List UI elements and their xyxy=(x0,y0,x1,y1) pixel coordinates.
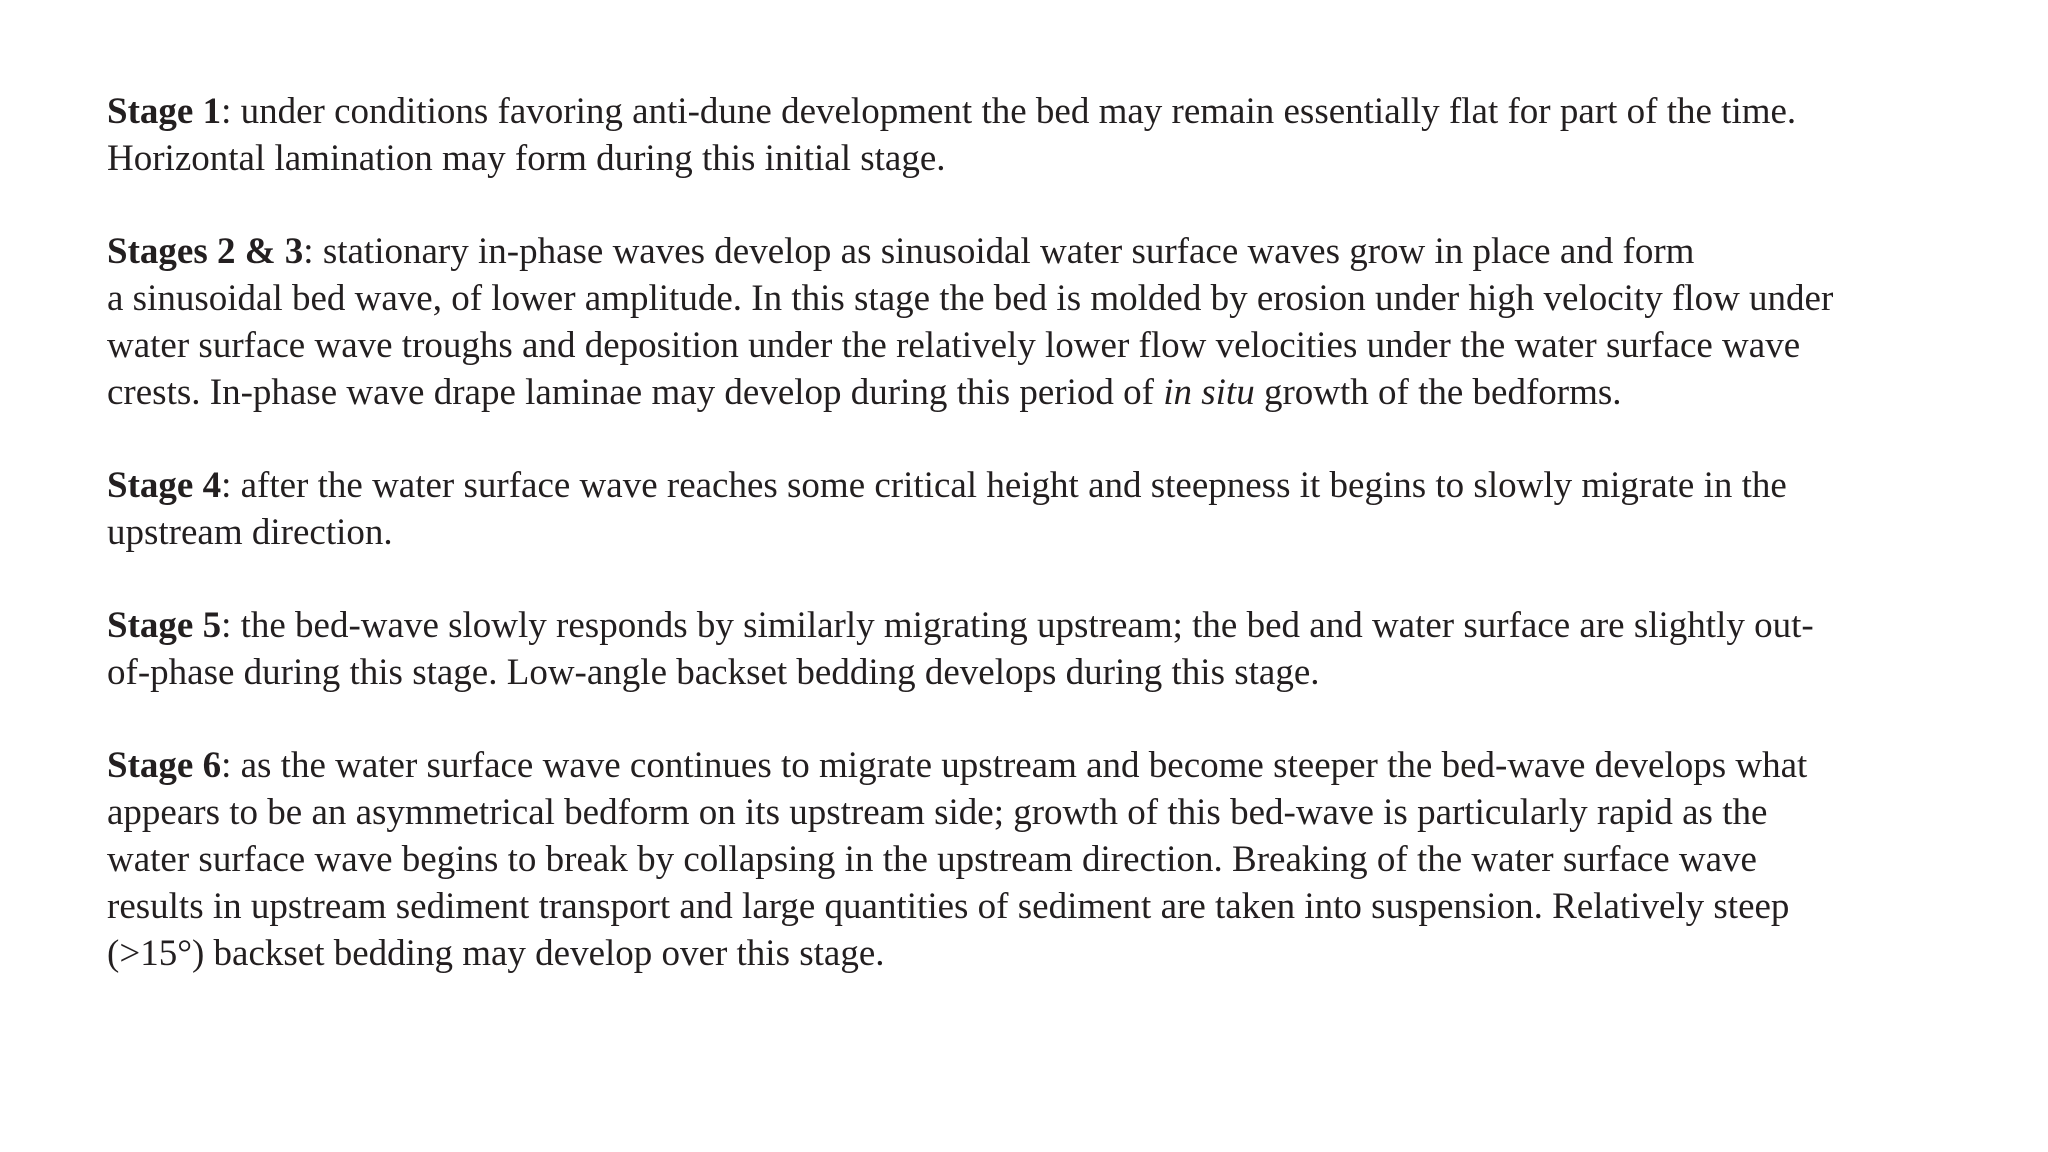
text-line xyxy=(107,369,1997,416)
italic-term: in situ xyxy=(1163,372,1255,413)
paragraph-stage-4 xyxy=(107,462,1997,556)
stage-label: Stage 1 xyxy=(107,91,222,132)
text-line xyxy=(107,602,1997,649)
text-line: water surface wave begins to break by collapsing in the upstream direction. Breaking of the water surface wave xyxy=(107,839,1757,880)
paragraph-stage-5 xyxy=(107,602,1997,696)
text-line: water surface wave troughs and deposition under the relatively lower flow velocities under the water surface wave xyxy=(107,325,1801,366)
text-line: upstream direction. xyxy=(107,512,393,553)
text-span: : under conditions favoring anti-dune development the bed may remain essentially flat for part of the time. xyxy=(221,91,1797,132)
text-line xyxy=(107,228,1997,275)
text-line xyxy=(107,742,1997,789)
text-line: appears to be an asymmetrical bedform on its upstream side; growth of this bed-wave is particularly rapid as the xyxy=(107,792,1768,833)
stage-label: Stage 4 xyxy=(107,465,222,506)
text-line: results in upstream sediment transport and large quantities of sediment are taken into suspension. Relatively steep xyxy=(107,886,1790,927)
text-line xyxy=(107,88,1997,135)
text-line: of-phase during this stage. Low-angle backset bedding develops during this stage. xyxy=(107,652,1320,693)
paragraph-stage-1 xyxy=(107,88,1997,182)
document-body xyxy=(107,88,1997,1023)
text-line xyxy=(107,462,1997,509)
paragraph-stages-2-3 xyxy=(107,228,1997,416)
paragraph-stage-6 xyxy=(107,742,1997,977)
text-line: (>15°) backset bedding may develop over this stage. xyxy=(107,933,885,974)
stage-label: Stage 6 xyxy=(107,745,222,786)
text-span: : stationary in-phase waves develop as sinusoidal water surface waves grow in place and form xyxy=(303,231,1695,272)
text-span: : as the water surface wave continues to migrate upstream and become steeper the bed-wave develops what xyxy=(221,745,1808,786)
text-span: : the bed-wave slowly responds by similarly migrating upstream; the bed and water surface are slightly out- xyxy=(221,605,1814,646)
text-line: Horizontal lamination may form during this initial stage. xyxy=(107,138,946,179)
text-span: crests. In-phase wave drape laminae may develop during this period of xyxy=(107,372,1164,413)
stage-label: Stage 5 xyxy=(107,605,222,646)
text-line: a sinusoidal bed wave, of lower amplitude. In this stage the bed is molded by erosion under high velocity flow under xyxy=(107,278,1834,319)
text-span: : after the water surface wave reaches some critical height and steepness it begins to slowly migrate in the xyxy=(221,465,1787,506)
text-span: growth of the bedforms. xyxy=(1254,372,1622,413)
stage-label: Stages 2 & 3 xyxy=(107,231,304,272)
